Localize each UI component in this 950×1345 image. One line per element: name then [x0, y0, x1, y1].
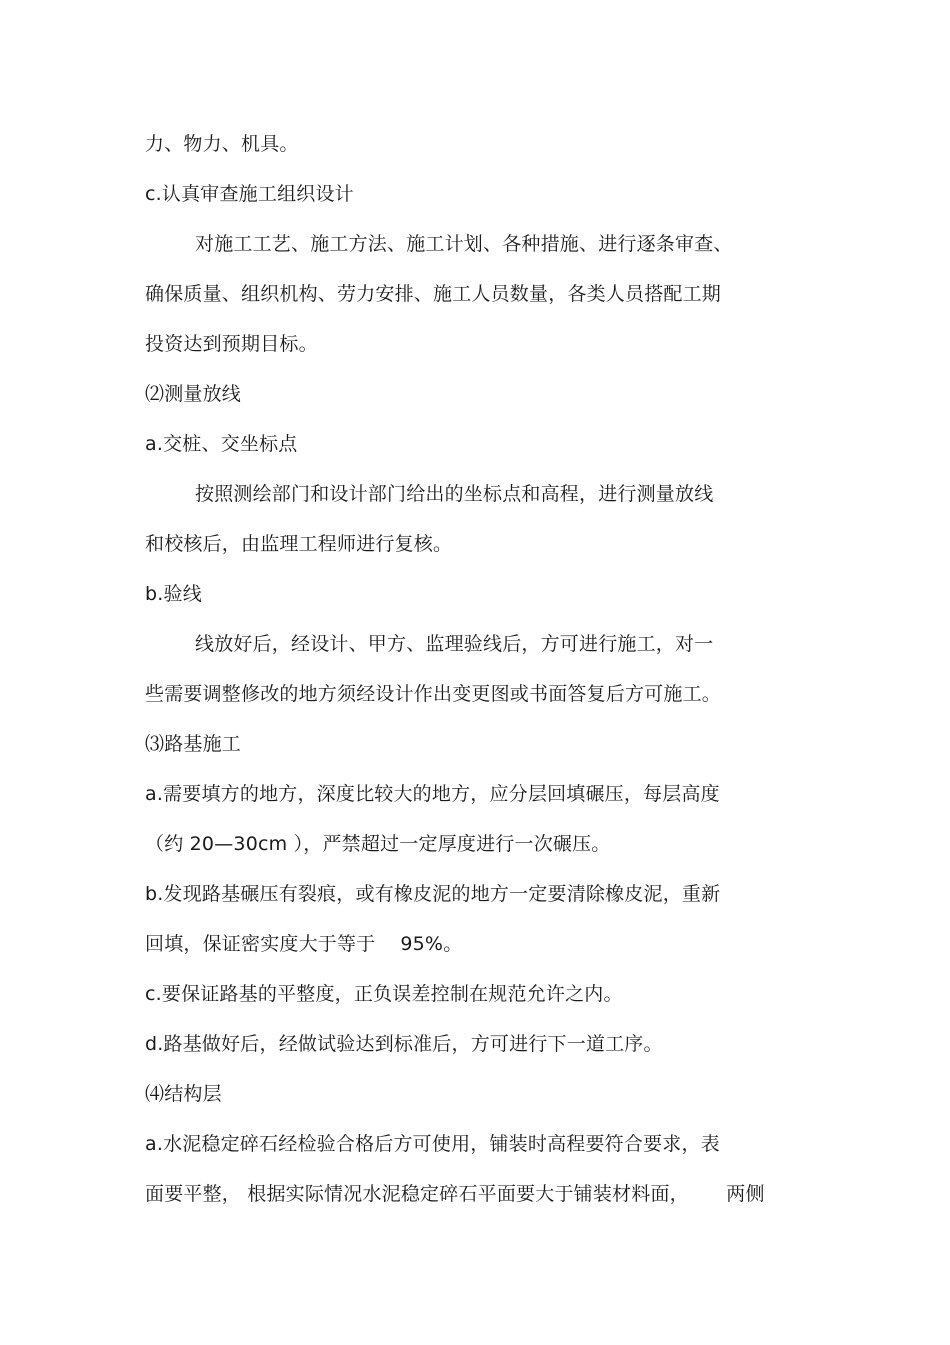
text-line: 回填，保证密实度大于等于 95%。: [145, 933, 463, 955]
text-line: 对施工工艺、施工方法、施工计划、各种措施、进行逐条审查、: [195, 233, 733, 255]
text-line: d.路基做好后，经做试验达到标准后，方可进行下一道工序。: [145, 1033, 663, 1055]
text-line: 些需要调整修改的地方须经设计作出变更图或书面答复后方可施工。: [145, 683, 722, 705]
text-line: 按照测绘部门和设计部门给出的坐标点和高程，进行测量放线: [195, 483, 714, 505]
text-line: b.验线: [145, 583, 202, 605]
text-line: 面要平整， 根据实际情况水泥稳定碎石平面要大于铺装材料面， 两侧: [145, 1183, 765, 1205]
text-line: b.发现路基碾压有裂痕，或有橡皮泥的地方一定要清除橡皮泥，重新: [145, 883, 721, 905]
text-line: （约 20—30cm ），严禁超过一定厚度进行一次碾压。: [145, 833, 611, 855]
section-heading: ⑷结构层: [145, 1083, 222, 1105]
text-line: 力、物力、机具。: [145, 133, 299, 155]
text-line: a.水泥稳定碎石经检验合格后方可使用，铺装时高程要符合要求，表: [145, 1133, 720, 1155]
text-line: 确保质量、组织机构、劳力安排、施工人员数量，各类人员搭配工期: [145, 283, 722, 305]
section-heading: ⑶路基施工: [145, 733, 242, 755]
text-line: a.交桩、交坐标点: [145, 433, 298, 455]
text-line: a.需要填方的地方，深度比较大的地方，应分层回填碾压，每层高度: [145, 783, 720, 805]
text-line: c.要保证路基的平整度，正负误差控制在规范允许之内。: [145, 983, 623, 1005]
text-line: 和校核后，由监理工程师进行复核。: [145, 533, 453, 555]
text-line: 投资达到预期目标。: [145, 333, 318, 355]
section-heading: ⑵测量放线: [145, 383, 242, 405]
text-line: c.认真审查施工组织设计: [145, 183, 354, 205]
text-line: 线放好后，经设计、甲方、监理验线后，方可进行施工，对一: [195, 633, 714, 655]
